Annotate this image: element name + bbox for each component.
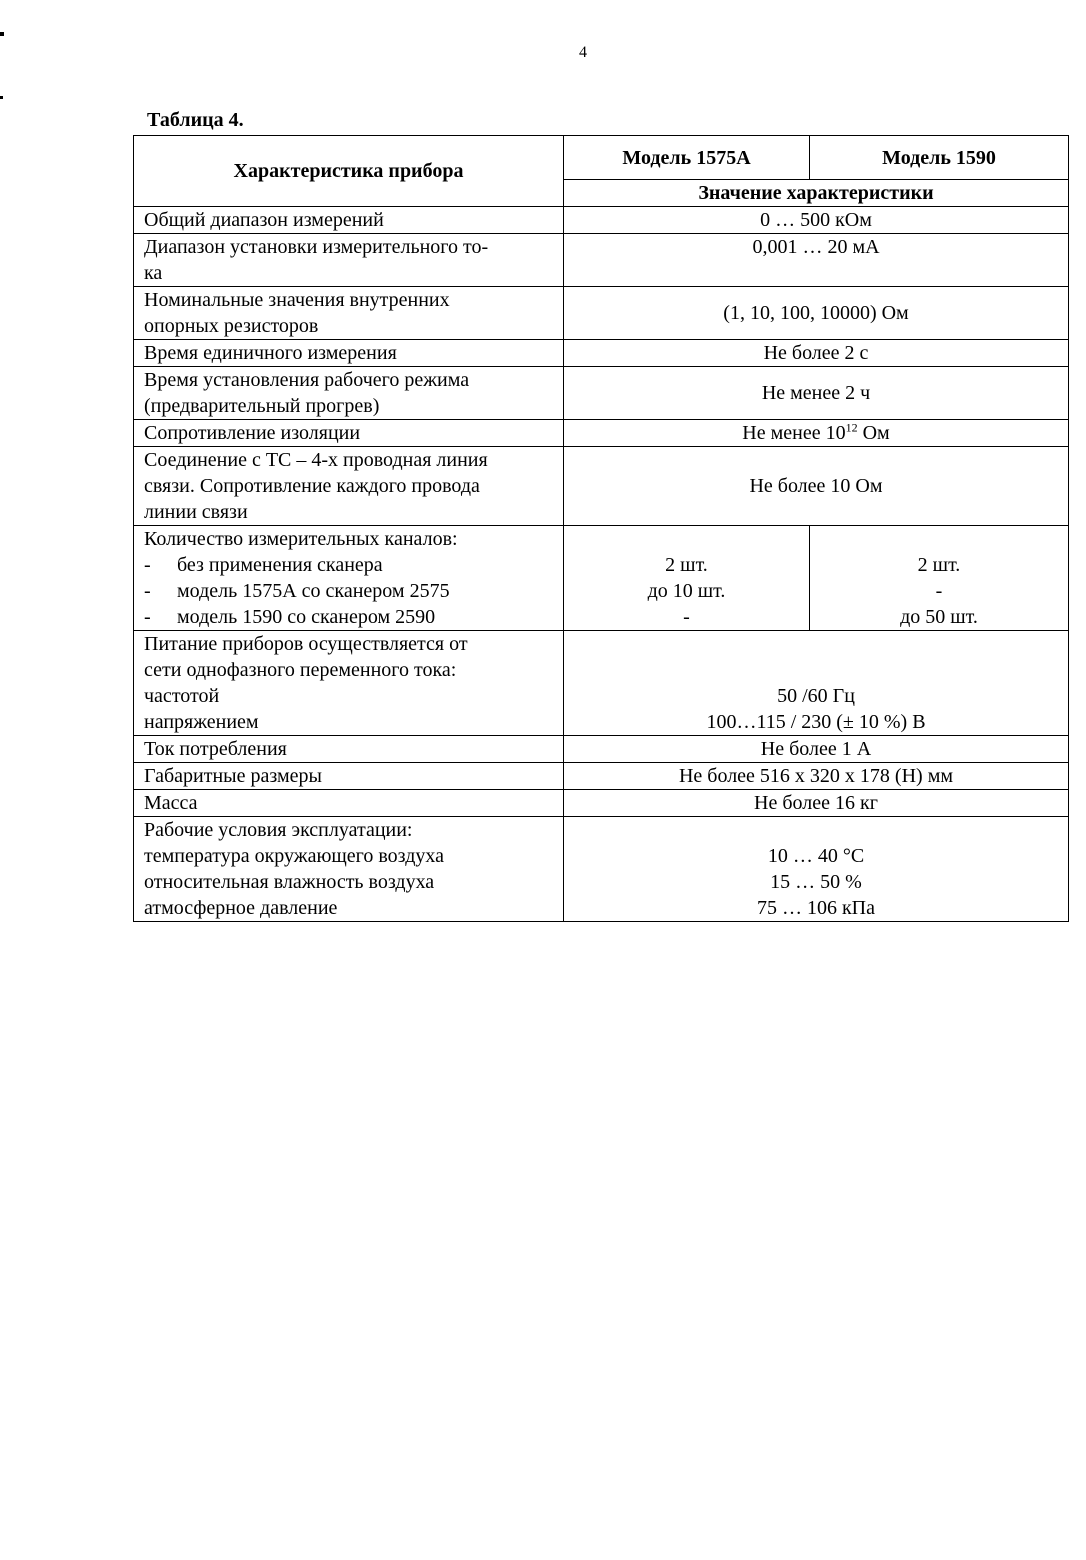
row-label: линии связи (144, 501, 248, 523)
row-label: Масса (144, 792, 198, 814)
row-label: сети однофазного переменного тока: (144, 659, 457, 681)
table-title: Таблица 4. (147, 109, 244, 131)
row-value: Не менее 2 ч (761, 382, 871, 404)
table-row (134, 631, 1069, 736)
page-number: 4 (579, 44, 587, 61)
row-value: 10 … 40 °С (767, 845, 865, 867)
row-label: Количество измерительных каналов: (144, 528, 458, 550)
row-label: Сопротивление изоляции (144, 422, 361, 444)
row-label: Время единичного измерения (144, 342, 397, 364)
table-row (134, 367, 1069, 420)
table-row (134, 817, 1069, 922)
row-label: Питание приборов осуществляется от (144, 633, 468, 655)
row-value: 75 … 106 кПа (756, 897, 876, 919)
row-value: 15 … 50 % (770, 871, 862, 893)
header-model-1575a: Модель 1575А (564, 136, 810, 180)
row-label: ка (144, 262, 163, 284)
row-label: связи. Сопротивление каждого провода (144, 475, 480, 497)
table-row (134, 790, 1069, 817)
row-value: Не более 10 Ом (749, 475, 883, 497)
row-value: Не менее $10^{12}$ Ом (742, 420, 890, 444)
row-label: атмосферное давление (144, 897, 338, 919)
list-item: - без применения сканера (144, 554, 383, 576)
row-label: опорных резисторов (144, 315, 319, 337)
row-label: Рабочие условия эксплуатации: (144, 819, 413, 841)
row-label: относительная влажность воздуха (144, 871, 435, 893)
row-label: Соединение с ТС – 4-х проводная линия (144, 449, 488, 471)
table-row (134, 763, 1069, 790)
row-label: Габаритные размеры (144, 765, 322, 787)
table-row (134, 420, 1069, 447)
row-label: Диапазон установки измерительного то- (144, 236, 489, 258)
row-label: Ток потребления (144, 738, 287, 760)
row-label: Общий диапазон измерений (144, 209, 384, 231)
value-model-1575a: 2 шт. до 10 шт. - (564, 526, 810, 631)
value-model-1590: 2 шт. - до 50 шт. (810, 526, 1069, 631)
list-item: - модель 1575А со сканером 2575 (144, 580, 450, 602)
row-value: Не более 516 x 320 x 178 (H) мм (678, 765, 954, 787)
table-row (134, 736, 1069, 763)
row-value: Не более 1 А (760, 738, 872, 760)
row-label: (предварительный прогрев) (144, 395, 380, 417)
header-characteristic: Характеристика прибора (134, 136, 564, 207)
table-row (134, 207, 1069, 234)
scan-speck (0, 32, 4, 36)
row-label: температура окружающего воздуха (144, 845, 445, 867)
table-row (134, 287, 1069, 340)
specifications-table (133, 135, 1069, 922)
row-label: частотой (144, 685, 220, 707)
table-row (134, 447, 1069, 526)
header-model-1590: Модель 1590 (810, 136, 1069, 180)
row-value: 100…115 / 230 (± 10 %) В (706, 711, 926, 733)
row-value: 50 /60 Гц (777, 685, 855, 707)
row-value: 0 … 500 кОм (760, 209, 872, 231)
row-value: (1, 10, 100, 10000) Ом (723, 302, 909, 324)
list-item: - модель 1590 со сканером 2590 (144, 606, 436, 628)
row-value: Не более 2 с (763, 342, 869, 364)
row-value: 0,001 … 20 мА (752, 236, 880, 258)
row-value: Не более 16 кг (754, 792, 878, 814)
table-row (134, 234, 1069, 287)
scan-speck (0, 96, 3, 99)
row-label: Время установления рабочего режима (144, 369, 470, 391)
table-row (134, 340, 1069, 367)
header-value-caption: Значение характеристики (564, 180, 1069, 207)
row-label: Номинальные значения внутренних (144, 289, 450, 311)
table-row (134, 526, 1069, 631)
row-label: напряжением (144, 711, 259, 733)
